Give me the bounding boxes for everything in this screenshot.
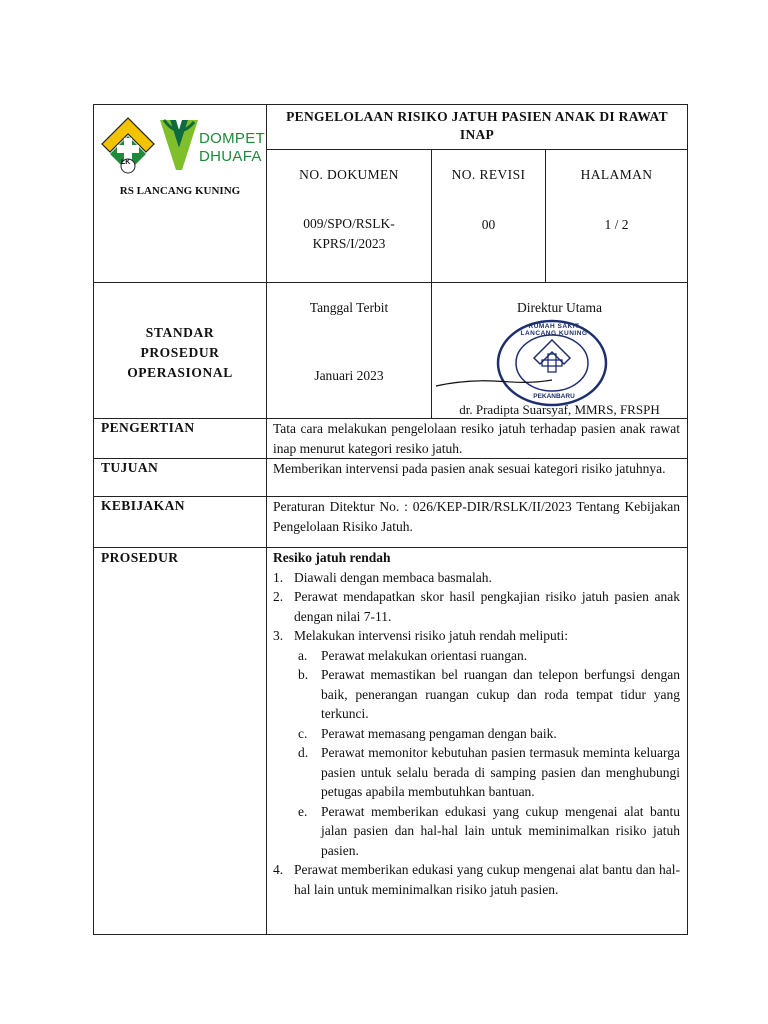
step-text: Perawat mendapatkan skor hasil pengkajian risiko jatuh pasien anak dengan nilai 7-11. <box>294 589 680 624</box>
step-text: Melakukan intervensi risiko jatuh rendah meliputi: <box>294 628 569 643</box>
substep-text: Perawat memastikan bel ruangan dan telepon berfungsi dengan baik, penerangan ruangan cukup dan roda tempat tidur yang terkunci. <box>321 667 680 721</box>
pengertian-text: Tata cara melakukan pengelolaan resiko jatuh terhadap pasien anak rawat inap menurut kategori resiko jatuh. <box>273 421 680 456</box>
col-divider-main <box>266 104 267 935</box>
step-number: 1. <box>273 569 284 585</box>
substep-letter: c. <box>298 725 308 741</box>
substep-letter: e. <box>298 803 308 819</box>
hospital-name: RS LANCANG KUNING <box>119 185 241 197</box>
tujuan-label: TUJUAN <box>101 460 159 475</box>
list-item <box>273 587 680 626</box>
substep-letter: b. <box>298 667 309 682</box>
tujuan-text: Memberikan intervensi pada pasien anak sesuai kategori risiko jatuhnya. <box>273 461 666 476</box>
list-item <box>273 646 680 666</box>
substep-text: Perawat memonitor kebutuhan pasien termasuk meminta keluarga pasien untuk selalu berada di samping pasien dan menghubungi petugas apabila membutuhkan bantuan. <box>321 745 680 799</box>
tanggal-terbit-value: Januari 2023 <box>314 368 384 383</box>
no-revisi-value: 00 <box>481 217 496 232</box>
substep-text: Perawat memasang pengaman dengan baik. <box>321 725 557 741</box>
list-item <box>273 626 680 646</box>
step-number: 4. <box>273 862 284 877</box>
lk-logo-letters: LK <box>121 159 131 166</box>
halaman-value: 1 / 2 <box>604 217 629 232</box>
prosedur-content <box>273 548 680 899</box>
dompet-dhuafa-logo <box>158 116 200 174</box>
stamp-city: PEKANBARU <box>533 393 575 400</box>
prosedur-label: PROSEDUR <box>101 550 179 565</box>
list-item <box>273 802 680 861</box>
dompet-label: DOMPET <box>199 130 265 147</box>
prosedur-heading: Resiko jatuh rendah <box>273 550 391 565</box>
rs-lancang-kuning-logo <box>100 114 156 176</box>
no-dokumen-value: 009/SPO/RSLK-KPRS/I/2023 <box>303 216 395 251</box>
row-divider-header <box>93 282 688 283</box>
director-signature <box>434 368 554 398</box>
substep-text: Perawat memberikan edukasi yang cukup mengenai alat bantu jalan pasien dan hal-hal lain untuk meminimalkan risiko jatuh pasien. <box>321 803 680 858</box>
step-number: 2. <box>273 589 284 604</box>
dhuafa-label: DHUAFA <box>199 148 262 165</box>
substep-text: Perawat melakukan orientasi ruangan. <box>321 647 528 663</box>
kebijakan-text: Peraturan Ditektur No. : 026/KEP-DIR/RSLK/II/2023 Tentang Kebijakan Pengelolaan Risiko Jatuh. <box>273 499 680 534</box>
list-item <box>273 743 680 802</box>
halaman-label: HALAMAN <box>580 167 653 182</box>
list-item <box>273 724 680 744</box>
tanggal-terbit-label: Tanggal Terbit <box>309 300 389 315</box>
document-title: PENGELOLAAN RISIKO JATUH PASIEN ANAK DI RAWAT INAP <box>286 109 668 142</box>
kebijakan-label: KEBIJAKAN <box>101 498 185 513</box>
stamp-ring-text: RUMAH SAKIT LANCANG KUNING <box>520 323 588 337</box>
pengertian-label: PENGERTIAN <box>101 420 195 435</box>
row-divider-title <box>266 149 687 150</box>
substep-letter: a. <box>298 647 308 663</box>
logo-block <box>100 114 265 174</box>
step-number: 3. <box>273 628 284 643</box>
list-item <box>273 860 680 899</box>
list-item <box>273 665 680 724</box>
direktur-label: Direktur Utama <box>516 300 603 315</box>
no-dokumen-label: NO. DOKUMEN <box>299 167 399 182</box>
no-revisi-label: NO. REVISI <box>451 167 526 182</box>
step-text: Diawali dengan membaca basmalah. <box>294 569 492 585</box>
direktur-name: dr. Pradipta Suarsyaf, MMRS, FRSPH <box>459 402 660 417</box>
list-item <box>273 568 680 588</box>
substep-letter: d. <box>298 745 309 760</box>
spo-label: STANDAR PROSEDUR OPERASIONAL <box>127 325 233 380</box>
step-text: Perawat memberikan edukasi yang cukup mengenai alat bantu dan hal-hal lain untuk meminimalkan risiko jatuh pasien. <box>294 862 680 897</box>
